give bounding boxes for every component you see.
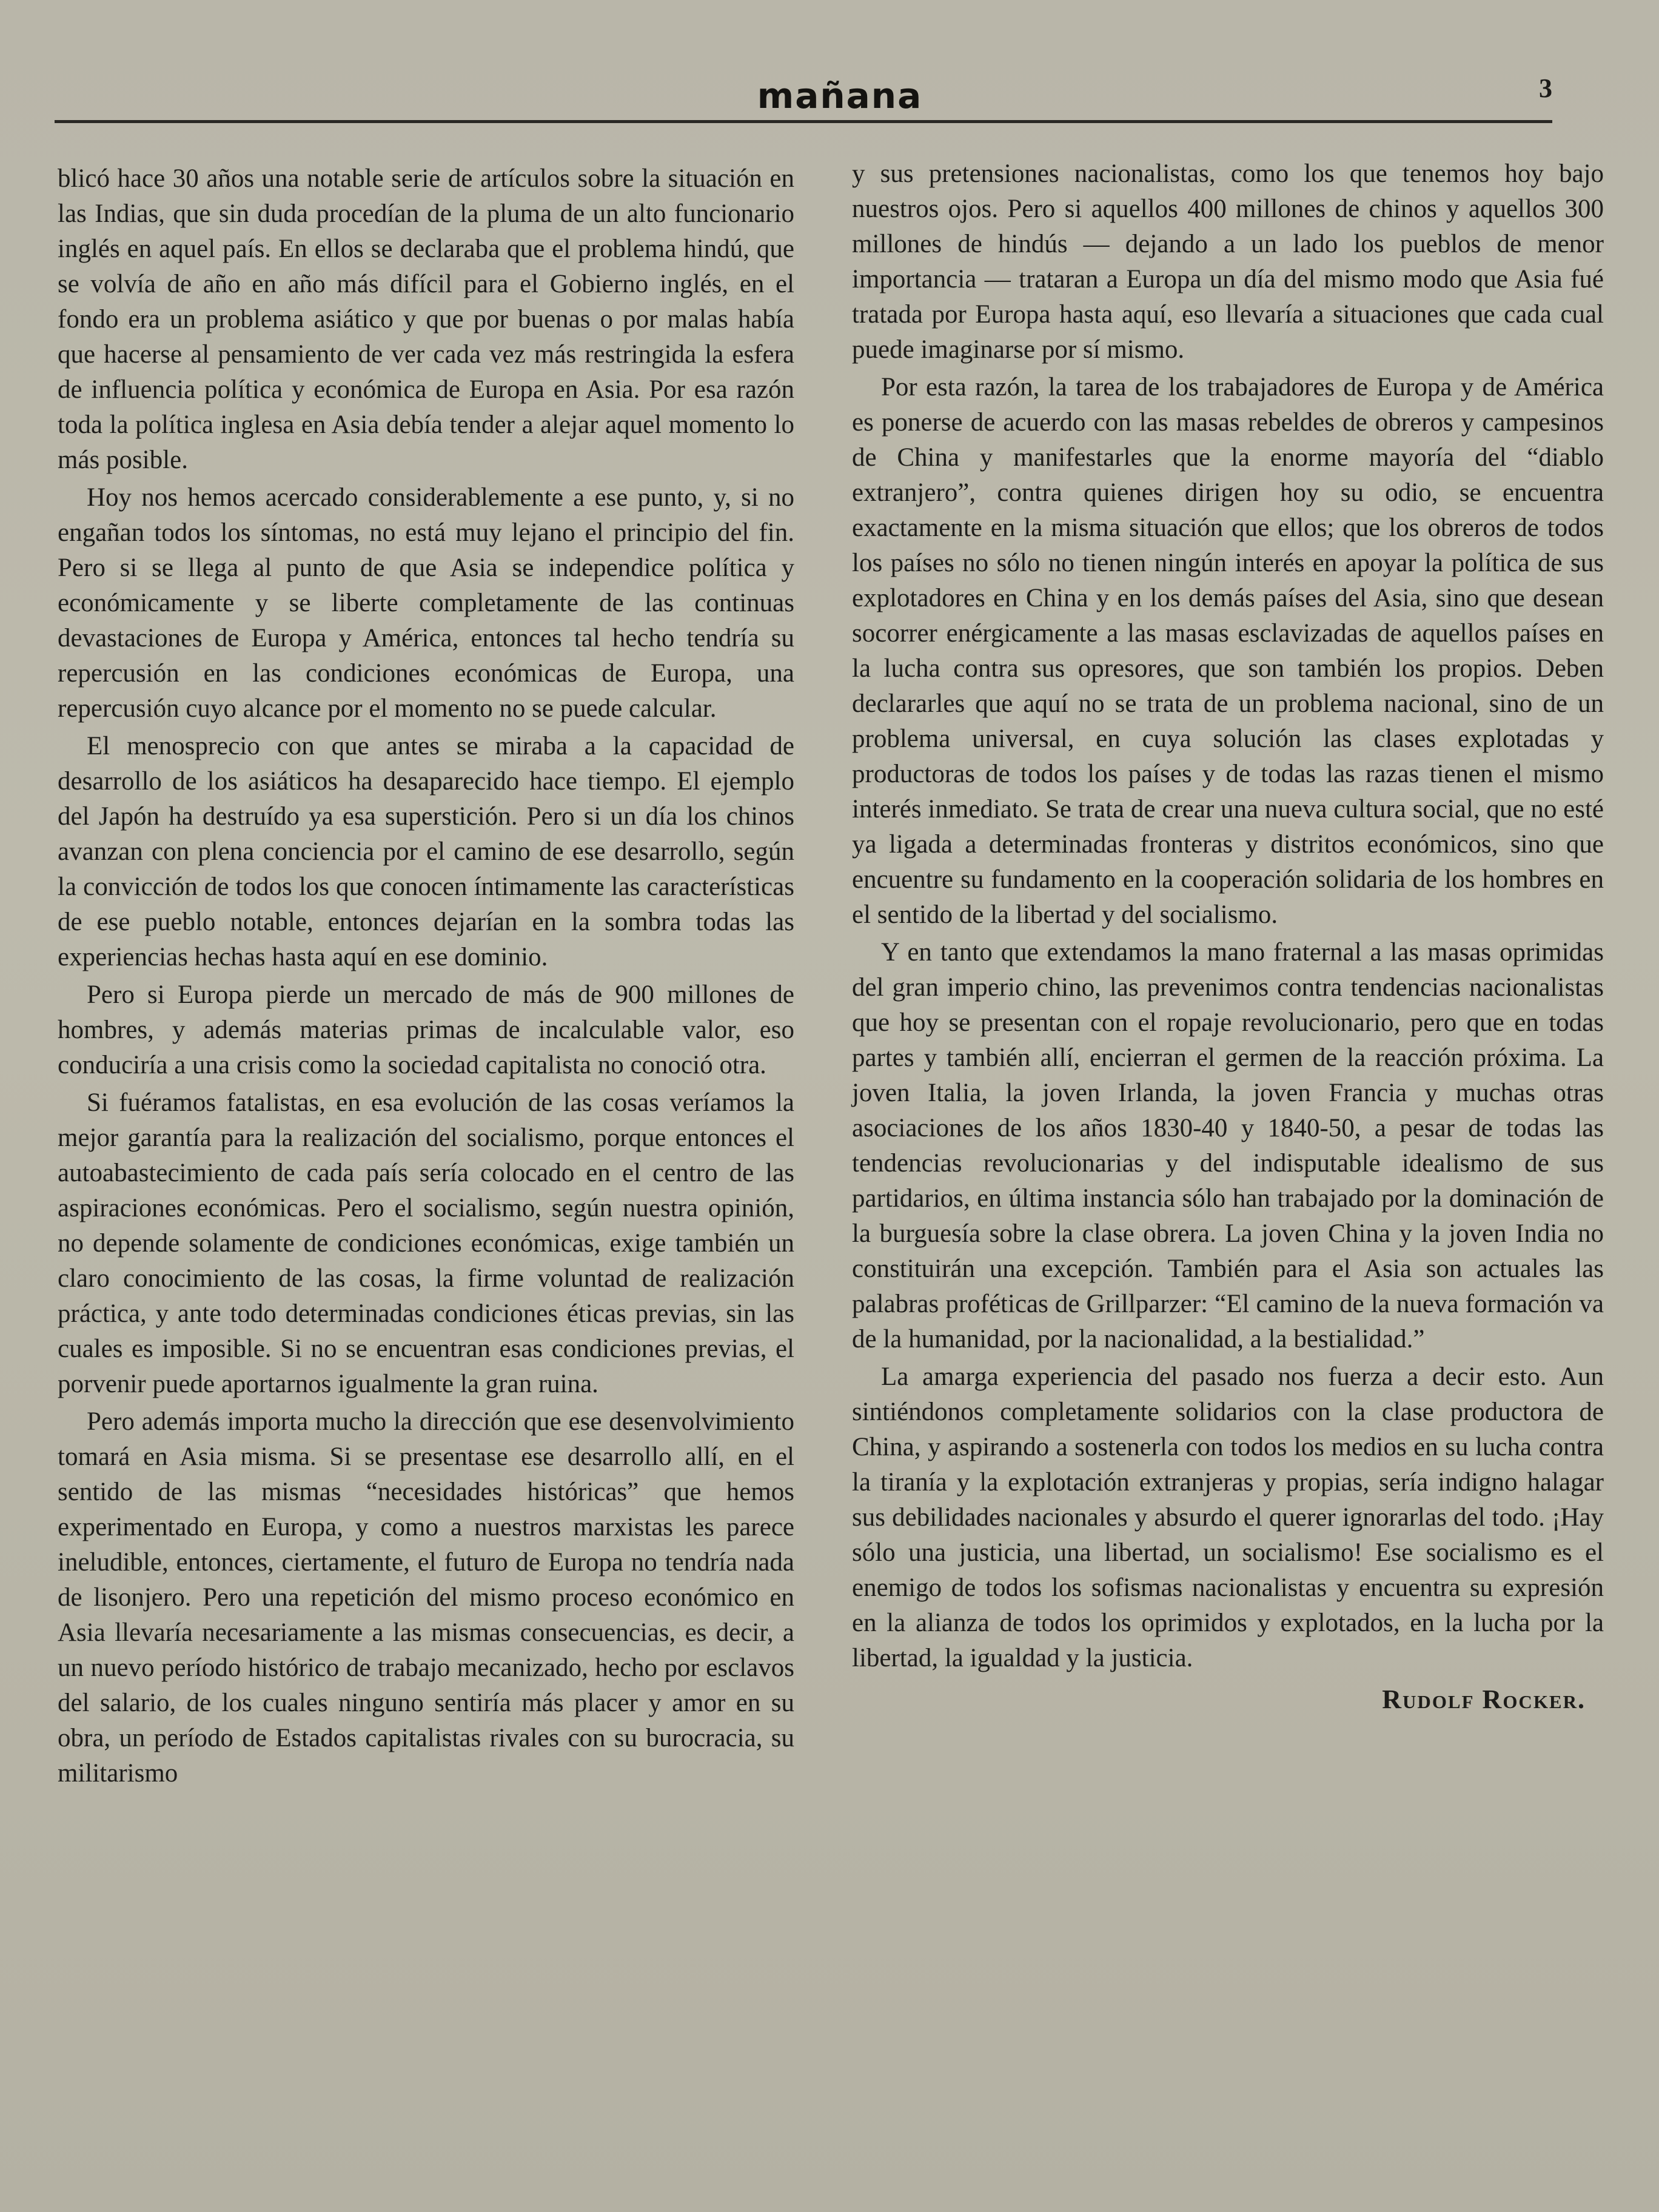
publication-title: mañana xyxy=(757,75,923,116)
paragraph: Hoy nos hemos acercado considerablemente a ese punto, y, si no engañan todos los síntomas, no está muy lejano el principio del fin. Pero si se llega al punto de que Asia se independice política y económicamente y se liberte completamente de las continuas devastaciones de Europa y América, entonces tal hecho tendría su repercusión en las condiciones económicas de Europa, una repercusión cuyo alcance por el momento no se puede calcular. xyxy=(58,483,794,723)
masthead xyxy=(55,73,1552,121)
author-signature: Rudolf Rocker. xyxy=(1382,1684,1586,1714)
paragraph: El menosprecio con que antes se miraba a la capacidad de desarrollo de los asiáticos ha desaparecido hace tiempo. El ejemplo del Japón ha destruído ya esa superstición. Pero si un día los chinos avanzan con plena conciencia por el camino de ese desarrollo, según la convicción de todos los que conocen íntimamente las características de ese pueblo notable, entonces dejarían en la sombra todas las experiencias hechas hasta aquí en ese dominio. xyxy=(58,732,794,971)
paragraph: blicó hace 30 años una notable serie de artículos sobre la situación en las Indias, que sin duda procedían de la pluma de un alto funcionario inglés en aquel país. En ellos se declaraba que el problema hindú, que se volvía de año en año más difícil para el Gobierno inglés, en el fondo era un problema asiático y que por buenas o por malas había que hacerse al pensamiento de ver cada vez más restringida la esfera de influencia política y económica de Europa en Asia. Por esa razón toda la política inglesa en Asia debía tender a alejar aquel momento lo más posible. xyxy=(58,164,794,474)
paragraph: La amarga experiencia del pasado nos fuerza a decir esto. Aun sintiéndonos completamente solidarios con la clase productora de China, y aspirando a sostenerla con todos los medios en su lucha contra la tiranía y la explotación extranjeras y propias, sería indigno halagar sus debilidades nacionales y absurdo el querer ignorarlas del todo. ¡Hay sólo una justicia, una libertad, un socialismo! Ese socialismo es el enemigo de todos los sofismas nacionalistas y encuentra su expresión en la alianza de todos los oprimidos y explotados, en la lucha por la libertad, la igualdad y la justicia. xyxy=(852,1362,1604,1672)
header-rule xyxy=(55,120,1552,123)
paragraph: Pero además importa mucho la dirección que ese desenvolvimiento tomará en Asia misma. Si se presentase ese desarrollo allí, en el sentido de las mismas “necesidades históricas” que hemos experimentado en Europa, y como a nuestros marxistas les parece ineludible, entonces, ciertamente, el futuro de Europa no tendría nada de lisonjero. Pero una repetición del mismo proceso económico en Asia llevaría necesariamente a las mismas consecuencias, es decir, a un nuevo período histórico de trabajo mecanizado, hecho por esclavos del salario, de los cuales ninguno sentiría más placer y amor en su obra, un período de Estados capitalistas rivales con su burocracia, su militarismo xyxy=(58,1407,794,1788)
left-column xyxy=(58,161,794,1794)
right-column xyxy=(852,156,1604,1717)
paragraph: y sus pretensiones nacionalistas, como los que tenemos hoy bajo nuestros ojos. Pero si aquellos 400 millones de chinos y aquellos 300 millones de hindús — dejando a un lado los pueblos de menor importancia — trataran a Europa un día del mismo modo que Asia fué tratada por Europa hasta aquí, eso llevaría a situaciones que cada cual puede imaginarse por sí mismo. xyxy=(852,159,1604,364)
paragraph: Si fuéramos fatalistas, en esa evolución de las cosas veríamos la mejor garantía para la realización del socialismo, porque entonces el autoabastecimiento de cada país sería colocado en el centro de las aspiraciones económicas. Pero el socialismo, según nuestra opinión, no depende solamente de condiciones económicas, exige también un claro conocimiento de las cosas, la firme voluntad de realización práctica, y ante todo determinadas condiciones éticas previas, sin las cuales es imposible. Si no se encuentran esas condiciones previas, el porvenir puede aportarnos igualmente la gran ruina. xyxy=(58,1088,794,1398)
paragraph: Y en tanto que extendamos la mano fraternal a las masas oprimidas del gran imperio chino, las prevenimos contra tendencias nacionalistas que hoy se presentan con el ropaje revolucionario, pero que en todas partes y también allí, encierran el germen de la reacción próxima. La joven Italia, la joven Irlanda, la joven Francia y muchas otras asociaciones de los años 1830-40 y 1840-50, a pesar de todas las tendencias revolucionarias y del indisputable idealismo de sus partidarios, en última instancia sólo han trabajado por la dominación de la burguesía sobre la clase obrera. La joven China y la joven India no constituirán una excepción. También para el Asia son actuales las palabras proféticas de Grillparzer: “El camino de la nueva formación va de la humanidad, por la nacionalidad, a la bestialidad.” xyxy=(852,938,1604,1353)
paragraph: Por esta razón, la tarea de los trabajadores de Europa y de América es ponerse de acuerdo con las masas rebeldes de obreros y campesinos de China y manifestarles que la enorme mayoría del “diablo extranjero”, contra quienes dirigen hoy su odio, se encuentra exactamente en la misma situación que ellos; que los obreros de todos los países no sólo no tienen ningún interés en apoyar la política de sus explotadores en China y en los demás países del Asia, sino que desean socorrer enérgicamente a las masas esclavizadas de aquellos países en la lucha contra sus opresores, que son también los propios. Deben declararles que aquí no se trata de un problema nacional, sino de un problema universal, en cuya solución las clases explotadas y productoras de todos los países y de todas las razas tienen el mismo interés inmediato. Se trata de crear una nueva cultura social, que no esté ya ligada a determinadas fronteras y distritos económicos, sino que encuentre su fundamento en la cooperación solidaria de los hombres en el sentido de la libertad y del socialismo. xyxy=(852,373,1604,929)
paragraph: Pero si Europa pierde un mercado de más de 900 millones de hombres, y además materias primas de incalculable valor, eso conduciría a una crisis como la sociedad capitalista no conoció otra. xyxy=(58,980,794,1079)
page-number: 3 xyxy=(1539,73,1552,103)
